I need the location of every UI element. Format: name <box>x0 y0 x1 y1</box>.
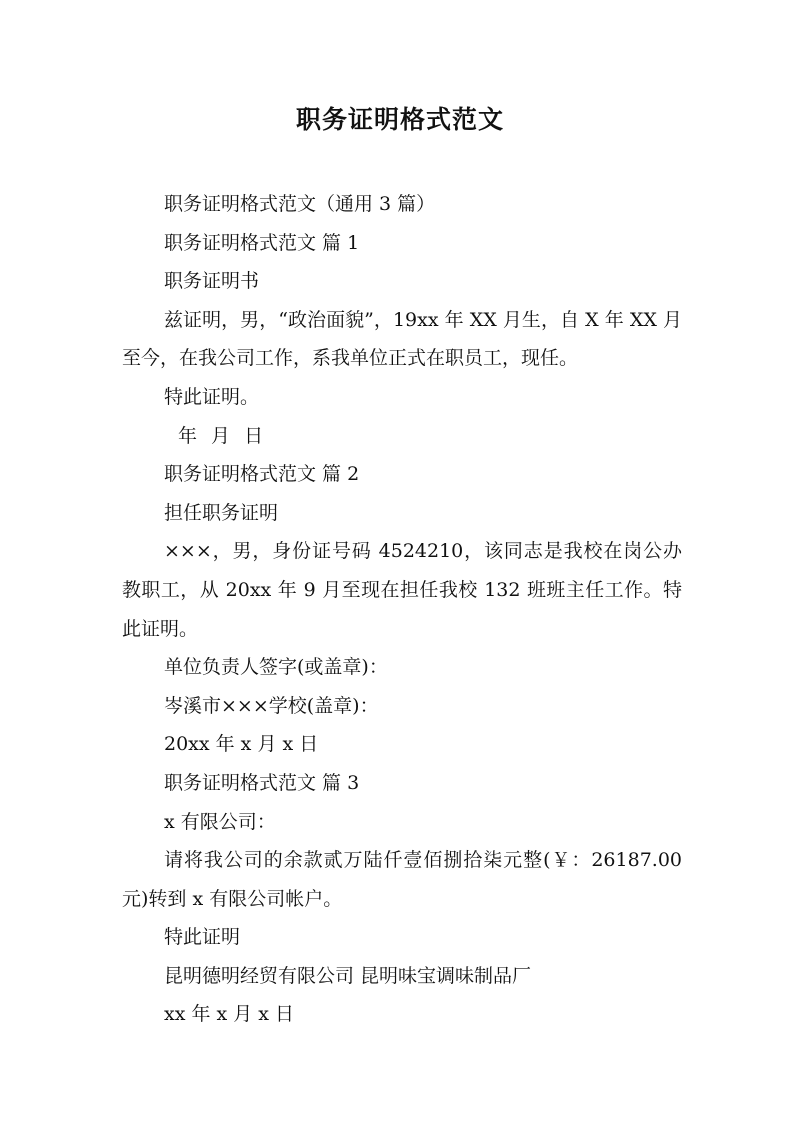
paragraph-closing-3: 特此证明 <box>164 926 241 949</box>
paragraph-section-2-heading: 职务证明格式范文 篇 2 <box>164 463 360 486</box>
paragraph-signature-line: 单位负责人签字(或盖章)： <box>164 656 388 679</box>
paragraph-section-3-heading: 职务证明格式范文 篇 3 <box>164 771 360 794</box>
paragraph-school-stamp: 岑溪市×××学校(盖章)： <box>164 694 379 717</box>
paragraph-date-1: 年 月 日 <box>178 424 264 447</box>
document-title: 职务证明格式范文 <box>295 105 504 134</box>
paragraph-company-names: 昆明德明经贸有限公司 昆明味宝调味制品厂 <box>164 964 532 987</box>
paragraph-certificate-title-2: 担任职务证明 <box>164 501 279 524</box>
paragraph-section-1-heading: 职务证明格式范文 篇 1 <box>164 231 360 254</box>
paragraph-closing-1: 特此证明。 <box>164 385 260 408</box>
paragraph-addressee: x 有限公司： <box>164 810 276 833</box>
paragraph-certificate-body-1: 兹证明，男，“政治面貌”，19xx 年 XX 月生，自 X 年 XX 月至今，在我公司工作，系我单位正式在职员工，现任。 <box>122 308 682 370</box>
paragraph-transfer-request: 请将我公司的余款贰万陆仟壹佰捌拾柒元整(￥：26187.00 元)转到 x 有限公司帐户。 <box>122 849 682 910</box>
document-body <box>122 185 682 1034</box>
paragraph-certificate-title-1: 职务证明书 <box>164 270 260 293</box>
paragraph-date-2: 20xx 年 x 月 x 日 <box>164 733 319 756</box>
paragraph-date-3: xx 年 x 月 x 日 <box>164 1003 295 1026</box>
paragraph-collection-heading: 职务证明格式范文（通用 3 篇） <box>164 193 436 215</box>
paragraph-certificate-body-2: ×××，男，身份证号码 4524210，该同志是我校在岗公办教职工，从 20xx 年 9 月至现在担任我校 132 班班主任工作。特此证明。 <box>122 540 682 640</box>
